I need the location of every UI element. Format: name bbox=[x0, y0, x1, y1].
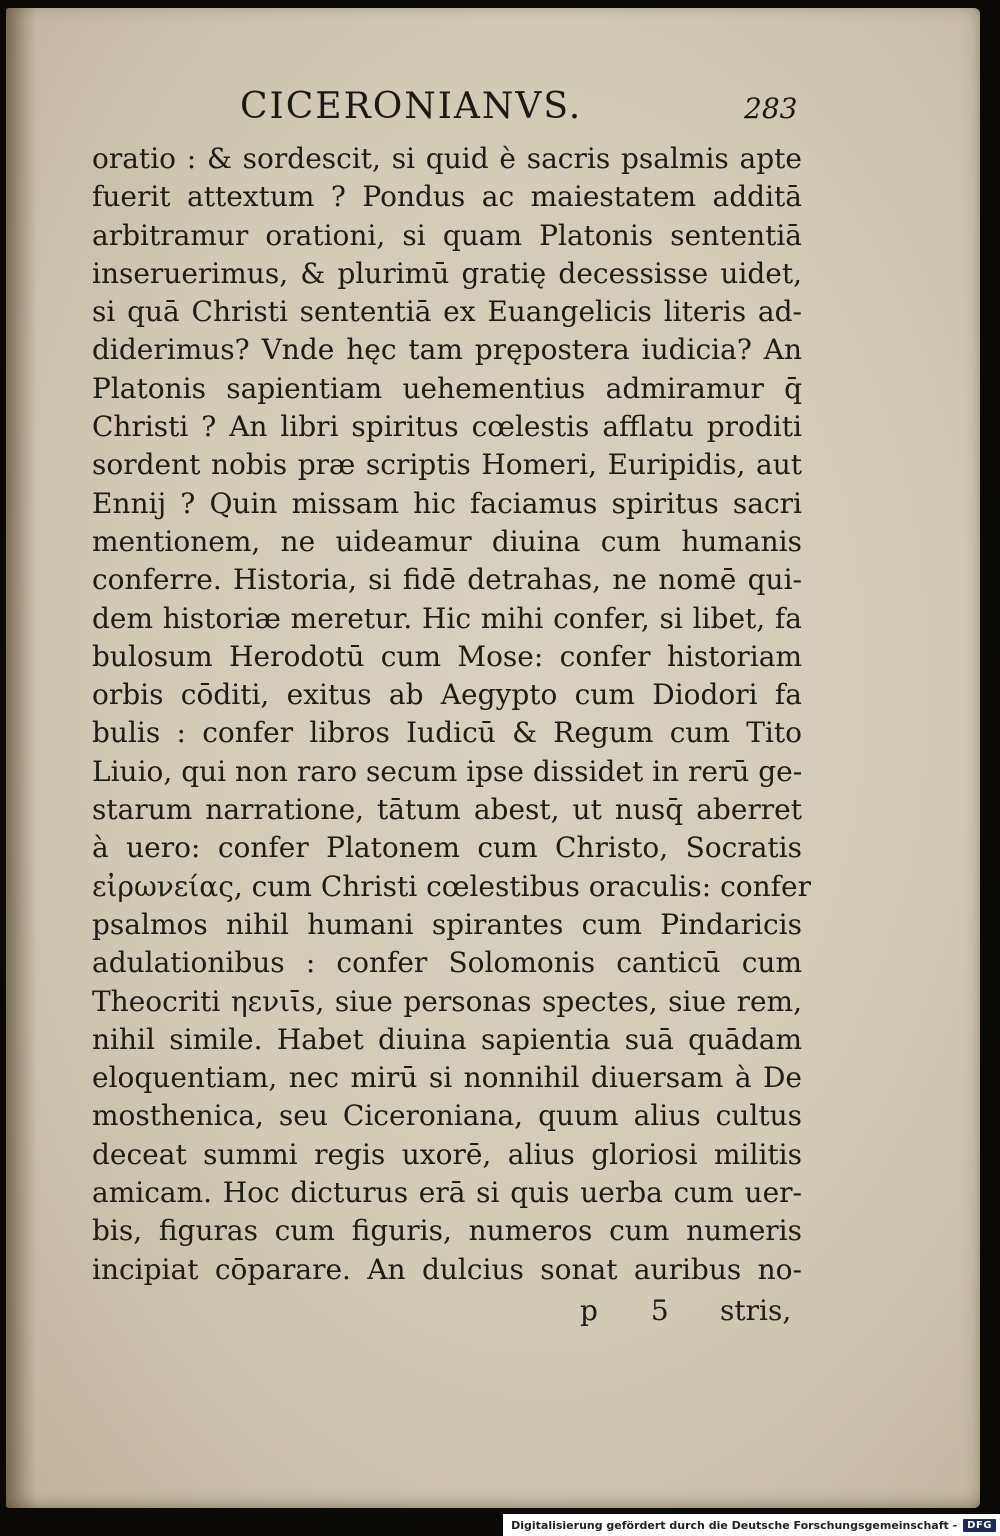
text-line: inseruerimus, & plurimū gratię decessisse uidet, bbox=[92, 256, 802, 290]
text-line: oratio : & sordescit, si quid è sacris psalmis apte bbox=[92, 142, 802, 175]
text-line: mosthenica, seu Ciceroniana, quum alius cultus bbox=[92, 1099, 802, 1133]
text-line: Platonis sapientiam uehementius admiramur q̄ bbox=[92, 371, 802, 405]
text-line: amicam. Hoc dicturus erā si quis uerba cum uer- bbox=[92, 1176, 802, 1210]
digitization-credit-bar bbox=[503, 1514, 1000, 1536]
text-line: adulationibus : confer Solomonis canticū cum bbox=[92, 946, 802, 980]
text-line: psalmos nihil humani spirantes cum Pindaricis bbox=[92, 907, 802, 941]
text-line: à uero: confer Platonem cum Christo, Socratis bbox=[92, 831, 802, 865]
text-line: Liuio, qui non raro secum ipse dissidet in rerū ge- bbox=[92, 754, 803, 788]
text-line: sordent nobis præ scriptis Homeri, Euripidis, aut bbox=[92, 448, 802, 482]
dfg-logo-icon: DFG bbox=[963, 1519, 996, 1532]
text-line: Christi ? An libri spiritus cœlestis afflatu proditi bbox=[92, 410, 802, 444]
text-line: fuerit attextum ? Pondus ac maiestatem additā bbox=[92, 180, 802, 214]
page-number: 283 bbox=[744, 92, 798, 125]
text-line: eloquentiam, nec mirū si nonnihil diuersam à De bbox=[92, 1061, 802, 1095]
text-line: si quā Christi sententiā ex Euangelicis literis ad- bbox=[92, 295, 802, 329]
page-foot bbox=[6, 1294, 980, 1334]
text-line: Theocriti ηενιῑs, siue personas spectes, siue rem, bbox=[92, 984, 802, 1018]
text-line: bis, figuras cum figuris, numeros cum numeris bbox=[92, 1214, 802, 1248]
text-line: orbis cōditi, exitus ab Aegypto cum Diodori fa bbox=[92, 678, 802, 712]
text-block bbox=[92, 140, 811, 1289]
text-line: incipiat cōparare. An dulcius sonat auribus no- bbox=[92, 1252, 802, 1286]
running-head: CICERONIANVS. bbox=[240, 86, 583, 127]
text-line: arbitramur orationi, si quam Platonis sententiā bbox=[92, 218, 802, 252]
catchword: stris, bbox=[720, 1294, 792, 1327]
text-line: dem historiæ meretur. Hic mihi confer, si libet, fa bbox=[92, 601, 802, 635]
text-line: bulis : confer libros Iudicū & Regum cum Tito bbox=[92, 716, 802, 750]
signature-mark: p 5 bbox=[580, 1294, 691, 1327]
credit-text: Digitalisierung gefördert durch die Deutsche Forschungsgemeinschaft - bbox=[511, 1518, 958, 1532]
text-line: Ennij ? Quin missam hic faciamus spiritus sacri bbox=[92, 486, 802, 520]
text-line: mentionem, ne uideamur diuina cum humanis bbox=[92, 524, 802, 558]
book-page bbox=[6, 8, 980, 1508]
text-line: nihil simile. Habet diuina sapientia suā quādam bbox=[92, 1022, 802, 1056]
page-gutter-shadow bbox=[6, 8, 36, 1508]
text-line: deceat summi regis uxorē, alius gloriosi militis bbox=[92, 1137, 802, 1171]
text-line: bulosum Herodotū cum Mose: confer historiam bbox=[92, 639, 802, 673]
text-line: diderimus? Vnde hęc tam pręposterа iudicia? An bbox=[92, 333, 802, 367]
text-line: εἰρωνείας, cum Christi cœlestibus oraculis: confer bbox=[92, 869, 811, 903]
text-line: starum narratione, tātum abest, ut nusq̄ aberret bbox=[92, 793, 802, 827]
text-line: conferre. Historia, si fidē detrahas, ne nomē qui- bbox=[92, 563, 802, 597]
